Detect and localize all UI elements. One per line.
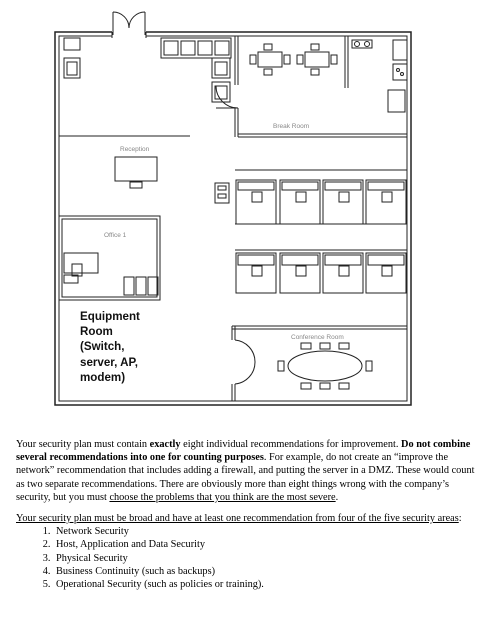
list-item: 1. Network Security bbox=[53, 525, 480, 538]
requirements-paragraph: Your security plan must contain exactly eight individual recommendations for improvement. Do not combine several recommendations into one for counting purposes. For example, do not create an “improve the network” recommendation that includes adding a firewall, and putting the server in a DMZ. These would count as two separate recommendations. There are obviously more than eight things wrong with the company’s security, but you must choose the problems that you think are the most severe. bbox=[16, 439, 475, 503]
security-areas-list bbox=[16, 525, 480, 591]
equipment-label-line: Equipment bbox=[80, 310, 140, 323]
office-1-furniture bbox=[64, 253, 158, 295]
conference-table bbox=[278, 343, 372, 389]
equipment-label-line: modem) bbox=[80, 370, 126, 384]
list-item: 3. Physical Security bbox=[53, 552, 480, 565]
breadth-paragraph: Your security plan must be broad and have at least one recommendation from four of the five security areas: bbox=[16, 513, 462, 525]
break-room-label: Break Room bbox=[273, 123, 310, 130]
list-item: 4. Business Continuity (such as backups) bbox=[53, 565, 480, 578]
equipment-room-label bbox=[80, 309, 160, 385]
equipment-label-line: (Switch, bbox=[80, 340, 125, 354]
equipment-label-line: Room bbox=[80, 325, 113, 339]
list-item: 5. Operational Security (such as policies or training). bbox=[53, 578, 480, 591]
list-item: 2. Host, Application and Data Security bbox=[53, 538, 480, 551]
reception-label: Reception bbox=[120, 146, 150, 153]
instructions-text bbox=[16, 438, 480, 591]
cubicles bbox=[215, 180, 406, 293]
equipment-label-line: server, AP, bbox=[80, 355, 139, 369]
break-room-furniture bbox=[250, 40, 407, 112]
office-1-label: Office 1 bbox=[104, 232, 127, 239]
reception-desk bbox=[115, 157, 157, 188]
conference-room-label: Conference Room bbox=[291, 334, 344, 341]
reception-furniture bbox=[64, 38, 231, 102]
